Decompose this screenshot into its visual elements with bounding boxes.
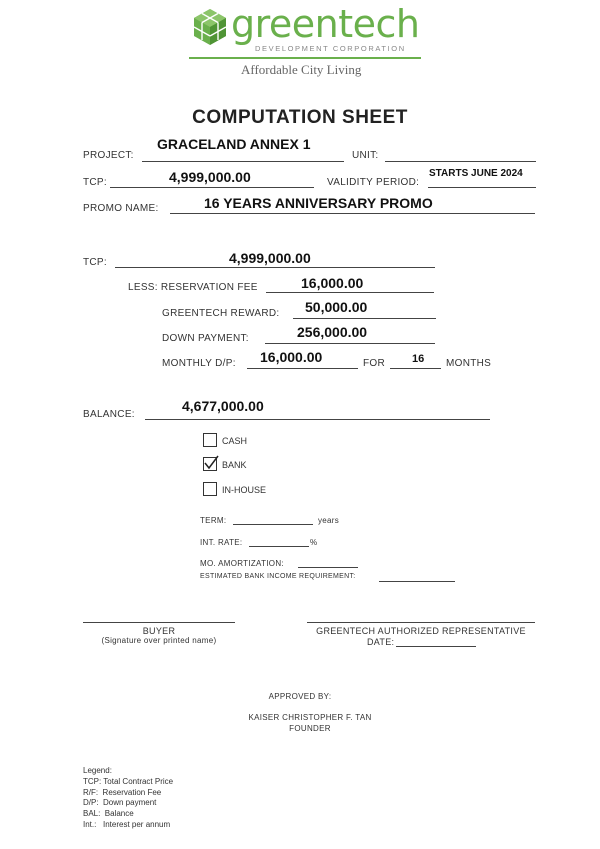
comp-tcp-value: 4,999,000.00 bbox=[229, 250, 311, 266]
legend-item: D/P: Down payment bbox=[83, 798, 157, 808]
income-requirement-label: ESTIMATED BANK INCOME REQUIREMENT: bbox=[200, 573, 356, 580]
amortization-label: MO. AMORTIZATION: bbox=[200, 559, 284, 568]
amortization-line bbox=[298, 567, 358, 568]
legend-item: TCP: Total Contract Price bbox=[83, 776, 174, 786]
cash-label: CASH bbox=[222, 436, 248, 446]
rate-unit: % bbox=[310, 538, 318, 547]
term-line bbox=[233, 524, 313, 525]
balance-value: 4,677,000.00 bbox=[182, 398, 264, 414]
balance-line bbox=[145, 419, 490, 420]
balance-label: BALANCE: bbox=[83, 409, 135, 420]
validity-label: VALIDITY PERIOD: bbox=[327, 177, 420, 188]
downpayment-label: DOWN PAYMENT: bbox=[162, 333, 249, 344]
date-label: DATE: bbox=[367, 637, 395, 647]
cash-checkbox[interactable] bbox=[203, 433, 217, 447]
downpayment-line bbox=[265, 343, 435, 344]
legend-title: Legend: bbox=[83, 766, 112, 775]
approver-title: FOUNDER bbox=[289, 724, 331, 733]
legend-item: BAL: Balance bbox=[83, 809, 134, 819]
legend-item: R/F: Reservation Fee bbox=[83, 787, 162, 797]
monthly-line bbox=[247, 368, 358, 369]
unit-line bbox=[385, 161, 536, 162]
comp-tcp-line bbox=[115, 267, 435, 268]
validity-line bbox=[428, 187, 536, 188]
approved-by-label: APPROVED BY: bbox=[268, 692, 332, 701]
tagline: Affordable City Living bbox=[241, 62, 362, 77]
rate-label: INT. RATE: bbox=[200, 538, 243, 547]
monthly-value: 16,000.00 bbox=[260, 349, 323, 365]
bank-label: BANK bbox=[222, 460, 247, 470]
rep-label: GREENTECH AUTHORIZED REPRESENTATIVE bbox=[316, 626, 526, 636]
brand-underline bbox=[189, 57, 421, 59]
reward-line bbox=[293, 318, 436, 319]
promo-label: PROMO NAME: bbox=[83, 203, 159, 214]
tcp-value: 4,999,000.00 bbox=[169, 169, 251, 185]
monthly-label: MONTHLY D/P: bbox=[162, 358, 236, 369]
legend-item: Int.: Interest per annum bbox=[83, 819, 171, 829]
page-title: COMPUTATION SHEET bbox=[192, 107, 408, 128]
income-requirement-line bbox=[379, 581, 455, 582]
tcp-label: TCP: bbox=[83, 177, 107, 188]
project-label: PROJECT: bbox=[83, 150, 134, 161]
cube-logo-icon bbox=[193, 8, 227, 46]
project-value: GRACELAND ANNEX 1 bbox=[157, 136, 311, 152]
reservation-value: 16,000.00 bbox=[301, 275, 364, 291]
comp-tcp-label: TCP: bbox=[83, 257, 107, 268]
months-label: MONTHS bbox=[446, 358, 492, 369]
reward-value: 50,000.00 bbox=[305, 299, 368, 315]
brand-name: greentech bbox=[231, 2, 420, 46]
reservation-line bbox=[266, 292, 434, 293]
rep-signature-line bbox=[307, 622, 535, 623]
legend bbox=[83, 766, 173, 831]
brand-subtitle: DEVELOPMENT CORPORATION bbox=[255, 44, 406, 53]
term-unit: years bbox=[318, 516, 340, 525]
tcp-line bbox=[110, 187, 314, 188]
buyer-label: BUYER bbox=[142, 626, 176, 636]
buyer-note: (Signature over printed name) bbox=[101, 636, 217, 645]
checkmark-icon bbox=[203, 455, 219, 471]
promo-line bbox=[170, 213, 535, 214]
months-line bbox=[390, 368, 441, 369]
approver-name: KAISER CHRISTOPHER F. TAN bbox=[248, 713, 372, 722]
downpayment-value: 256,000.00 bbox=[297, 324, 368, 340]
for-label: FOR bbox=[363, 358, 386, 369]
project-line bbox=[142, 161, 344, 162]
unit-label: UNIT: bbox=[352, 150, 379, 161]
inhouse-checkbox[interactable] bbox=[203, 482, 217, 496]
reservation-label: LESS: RESERVATION FEE bbox=[128, 282, 258, 293]
reward-label: GREENTECH REWARD: bbox=[162, 308, 280, 319]
term-label: TERM: bbox=[200, 516, 227, 525]
company-logo bbox=[193, 2, 428, 78]
promo-value: 16 YEARS ANNIVERSARY PROMO bbox=[204, 195, 433, 211]
date-line bbox=[396, 646, 476, 647]
bank-checkbox[interactable] bbox=[203, 457, 217, 471]
validity-value: STARTS JUNE 2024 bbox=[429, 168, 523, 179]
rate-line bbox=[249, 546, 309, 547]
buyer-signature-line bbox=[83, 622, 235, 623]
months-value: 16 bbox=[412, 353, 425, 365]
inhouse-label: IN-HOUSE bbox=[222, 485, 267, 495]
